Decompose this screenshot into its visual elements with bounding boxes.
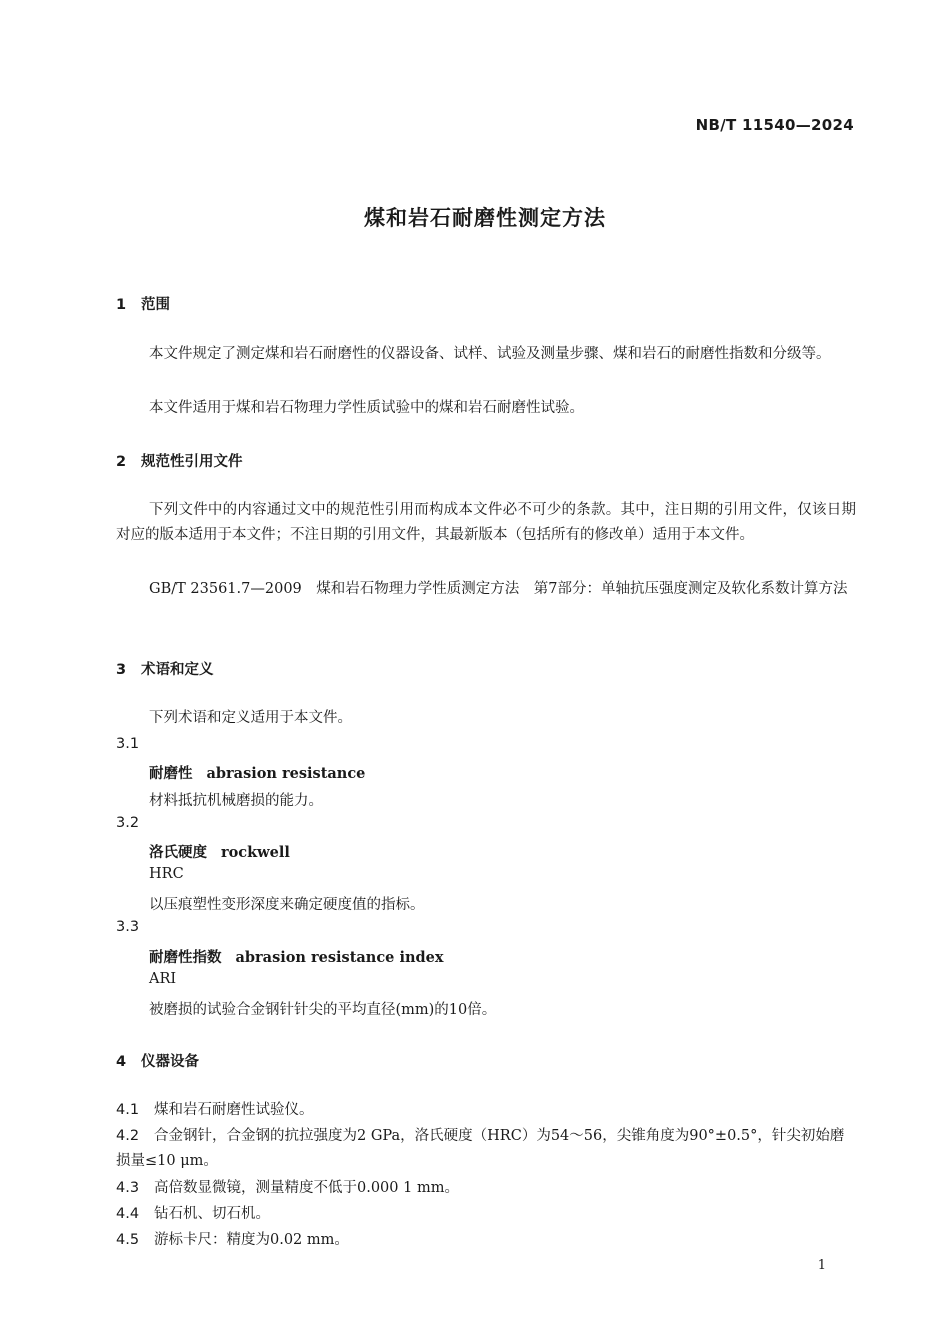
term-entry [149, 841, 290, 862]
section-title: 术语和定义 [141, 662, 214, 678]
term-definition: 材料抵抗机械磨损的能力。 [149, 793, 323, 809]
section-number: 3 [116, 662, 127, 678]
standard-code: NB/T 11540—2024 [695, 116, 854, 134]
item-number: 4.4 [116, 1206, 140, 1222]
equipment-item [116, 1202, 856, 1227]
term-number: 3.1 [116, 736, 140, 752]
term-en: abrasion resistance index [235, 949, 444, 966]
section-3-heading [116, 658, 214, 679]
document-title: 煤和岩石耐磨性测定方法 [364, 206, 606, 230]
term-en: abrasion resistance [206, 765, 366, 782]
term-abbreviation: ARI [149, 971, 177, 987]
section-4-heading [116, 1050, 199, 1071]
term-entry [149, 946, 444, 967]
equipment-item [116, 1124, 856, 1174]
item-text: 游标卡尺：精度为0.02 mm。 [154, 1232, 349, 1248]
equipment-item [116, 1098, 856, 1123]
term-en: rockwell [221, 844, 290, 861]
term-number: 3.2 [116, 815, 140, 831]
equipment-item [116, 1176, 856, 1201]
section-1-heading [116, 293, 170, 314]
item-number: 4.2 [116, 1128, 140, 1144]
term-zh: 洛氏硬度 [149, 845, 207, 861]
term-zh: 耐磨性 [149, 766, 193, 782]
section-number: 4 [116, 1054, 127, 1070]
section-number: 2 [116, 454, 127, 470]
equipment-item [116, 1228, 856, 1253]
reference-gb-t-23561-7: GB/T 23561.7—2009 煤和岩石物理力学性质测定方法 第7部分：单轴抗压强度测定及软化系数计算方法 [149, 581, 848, 597]
item-number: 4.1 [116, 1102, 140, 1118]
section-title: 规范性引用文件 [141, 454, 243, 470]
term-entry [149, 762, 365, 783]
term-definition: 以压痕塑性变形深度来确定硬度值的指标。 [149, 897, 425, 913]
scope-paragraph-2: 本文件适用于煤和岩石物理力学性质试验中的煤和岩石耐磨性试验。 [149, 400, 584, 416]
references-paragraph: 下列文件中的内容通过文中的规范性引用而构成本文件必不可少的条款。其中，注日期的引用文件，仅该日期对应的版本适用于本文件；不注日期的引用文件，其最新版本（包括所有的修改单）适用于本文件。 [116, 502, 856, 543]
term-definition: 被磨损的试验合金钢针针尖的平均直径(mm)的10倍。 [149, 1002, 497, 1018]
section-2-heading [116, 450, 243, 471]
section-number: 1 [116, 297, 127, 313]
terms-intro: 下列术语和定义适用于本文件。 [149, 710, 352, 726]
term-number: 3.3 [116, 919, 140, 935]
item-text: 钻石机、切石机。 [154, 1206, 270, 1222]
item-text: 煤和岩石耐磨性试验仪。 [154, 1102, 314, 1118]
term-zh: 耐磨性指数 [149, 950, 222, 966]
item-text: 高倍数显微镜，测量精度不低于0.000 1 mm。 [154, 1180, 459, 1196]
section-title: 范围 [141, 297, 170, 313]
section-title: 仪器设备 [141, 1054, 199, 1070]
item-number: 4.5 [116, 1232, 140, 1248]
item-text: 合金钢针，合金钢的抗拉强度为2 GPa，洛氏硬度（HRC）为54～56，尖锥角度为90°±0.5°，针尖初始磨损量≤10 μm。 [116, 1128, 845, 1169]
item-number: 4.3 [116, 1180, 140, 1196]
page-number: 1 [817, 1258, 826, 1273]
term-abbreviation: HRC [149, 866, 184, 882]
scope-paragraph-1: 本文件规定了测定煤和岩石耐磨性的仪器设备、试样、试验及测量步骤、煤和岩石的耐磨性指数和分级等。 [149, 346, 831, 362]
